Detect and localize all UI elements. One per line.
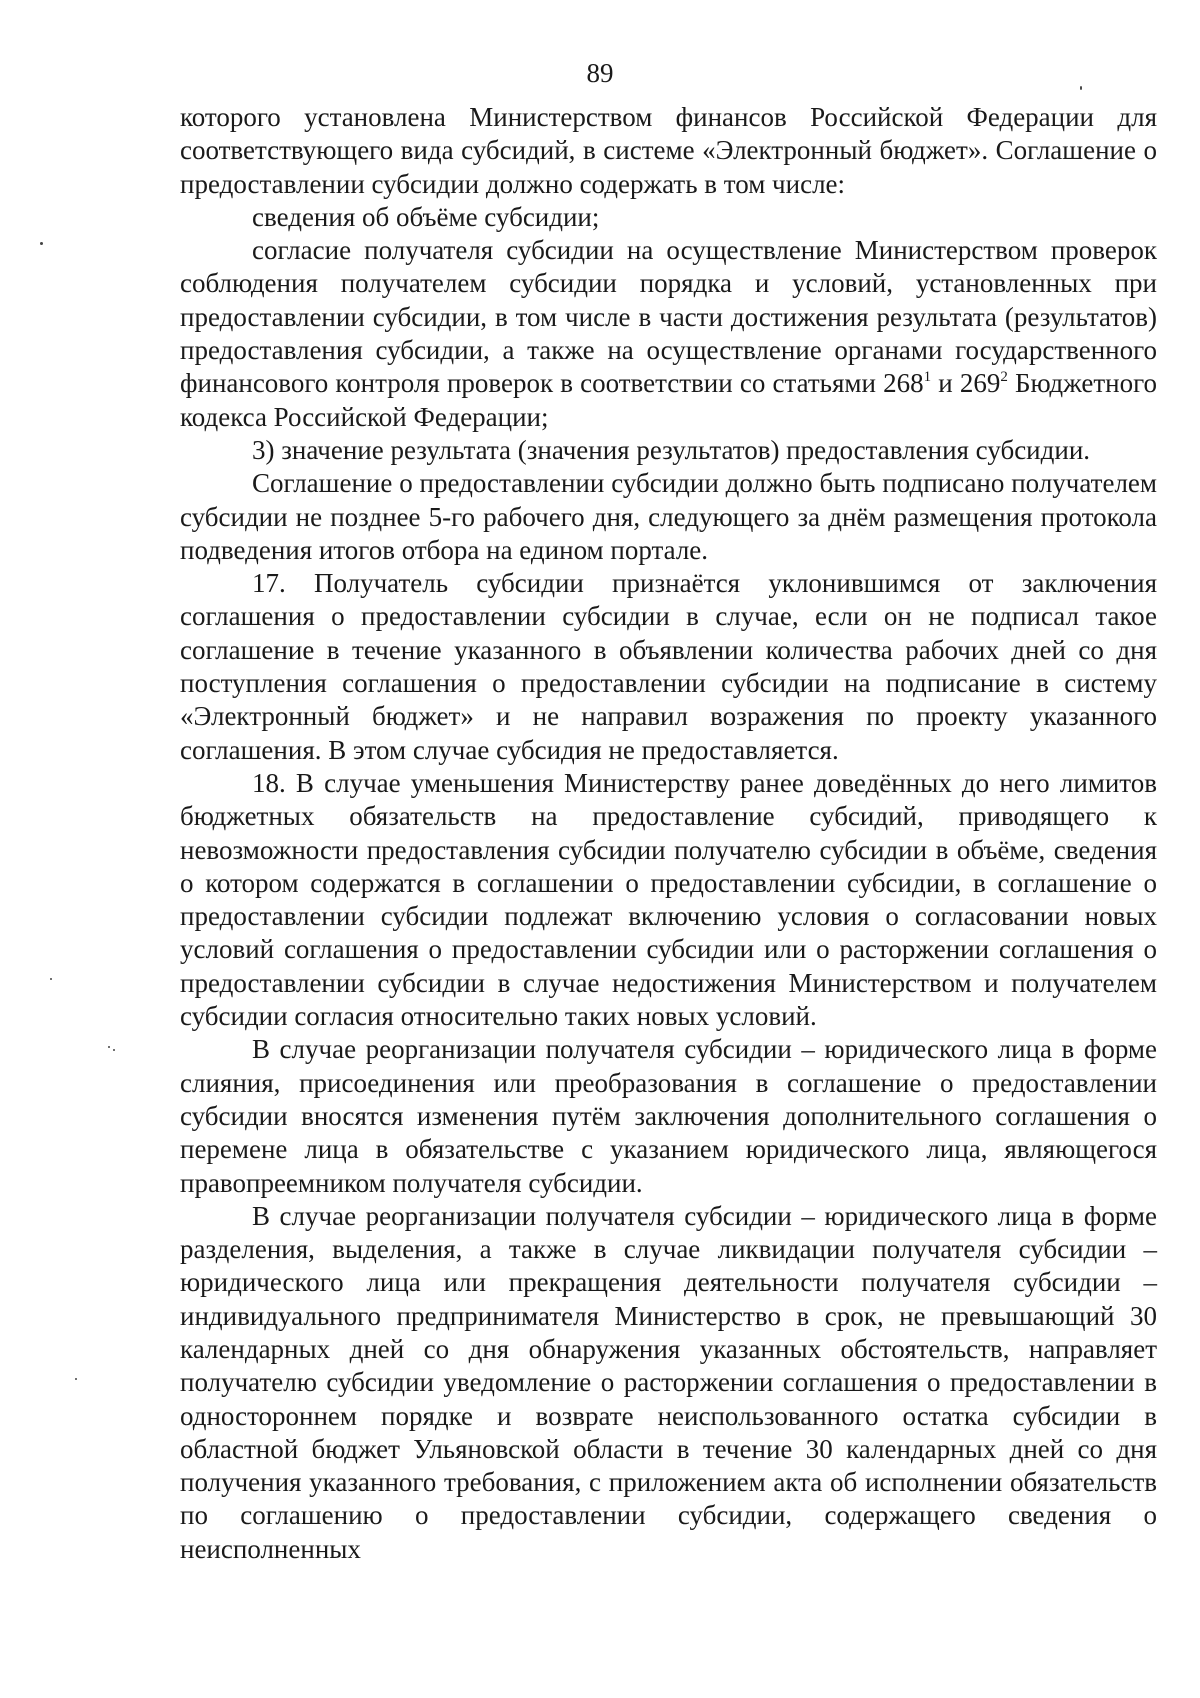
paragraph: В случае реорганизации получателя субсидии – юридического лица в форме разделения, выделения, а также в случае ликвидации получателя субсидии – юридического лица или прекращения деятельности получателя субсидии – индивидуального предпринимателя Министерство в срок, не превышающий 30 календарных дней со дня обнаружения указанных обстоятельств, направляет получателю субсидии уведомление о расторжении соглашения о предоставлении в одностороннем порядке и возврате неиспользованного остатка субсидии в областной бюджет Ульяновской области в течение 30 календарных дней со дня получения указанного требования, с приложением акта об исполнении обязательств по соглашению о предоставлении субсидии, содержащего сведения о неисполненных: [180, 1200, 1157, 1564]
paragraph: которого установлена Министерством финансов Российской Федерации для соответствующего вида субсидий, в системе «Электронный бюджет». Соглашение о предоставлении субсидии должно содержать в том числе:: [180, 102, 1157, 199]
paragraph: Соглашение о предоставлении субсидии должно быть подписано получателем субсидии не позднее 5-го рабочего дня, следующего за днём размещения протокола подведения итогов отбора на едином портале.: [180, 468, 1157, 565]
paragraph-text: согласие получателя субсидии на осуществление Министерством проверок соблюдения получателем субсидии порядка и условий, установленных при предоставлении субсидии, в том числе в части достижения результата (результатов) предоставления субсидии, а также на осуществление органами государственного финансового контроля проверок в соответствии со статьями 268: [180, 235, 1157, 399]
superscript: 2: [1000, 369, 1008, 386]
scan-speck: [40, 242, 43, 245]
scan-speck: [108, 1046, 110, 1048]
page-number: 89: [586, 58, 614, 88]
scan-speck: [113, 1049, 115, 1051]
paragraph: В случае реорганизации получателя субсидии – юридического лица в форме слияния, присоединения или преобразования в соглашение о предоставлении субсидии вносятся изменения путём заключения дополнительного соглашения о перемене лица в обязательстве с указанием юридического лица, являющегося правопреемником получателя субсидии.: [180, 1034, 1157, 1198]
paragraph: 18. В случае уменьшения Министерству ранее доведённых до него лимитов бюджетных обязательств на предоставление субсидий, приводящего к невозможности предоставления субсидии получателю субсидии в объёме, сведения о котором содержатся в соглашении о предоставлении субсидии, в соглашение о предоставлении субсидии подлежат включению условия о согласовании новых условий соглашения о предоставлении субсидии или о расторжении соглашения о предоставлении субсидии в случае недостижения Министерством и получателем субсидии согласия относительно таких новых условий.: [180, 767, 1157, 1032]
paragraph: [180, 234, 1157, 434]
superscript: 1: [923, 369, 932, 386]
scan-speck: [50, 978, 52, 980]
scan-speck: [75, 1378, 77, 1380]
paragraph-text: Бюджетного кодекса Российской Федерации;: [180, 368, 1158, 432]
paragraph: 17. Получатель субсидии признаётся уклонившимся от заключения соглашения о предоставлении субсидии в случае, если он не подписал такое соглашение в течение указанного в объявлении количества рабочих дней со дня поступления соглашения о предоставлении субсидии на подписание в систему «Электронный бюджет» и не направил возражения по проекту указанного соглашения. В этом случае субсидия не предоставляется.: [180, 568, 1157, 765]
document-body: [180, 101, 1157, 1566]
paragraph: сведения об объёме субсидии;: [252, 201, 600, 232]
paragraph-text: и 269: [931, 368, 1001, 399]
scan-speck: [1080, 86, 1082, 90]
paragraph: 3) значение результата (значения результатов) предоставления субсидии.: [252, 434, 1091, 465]
